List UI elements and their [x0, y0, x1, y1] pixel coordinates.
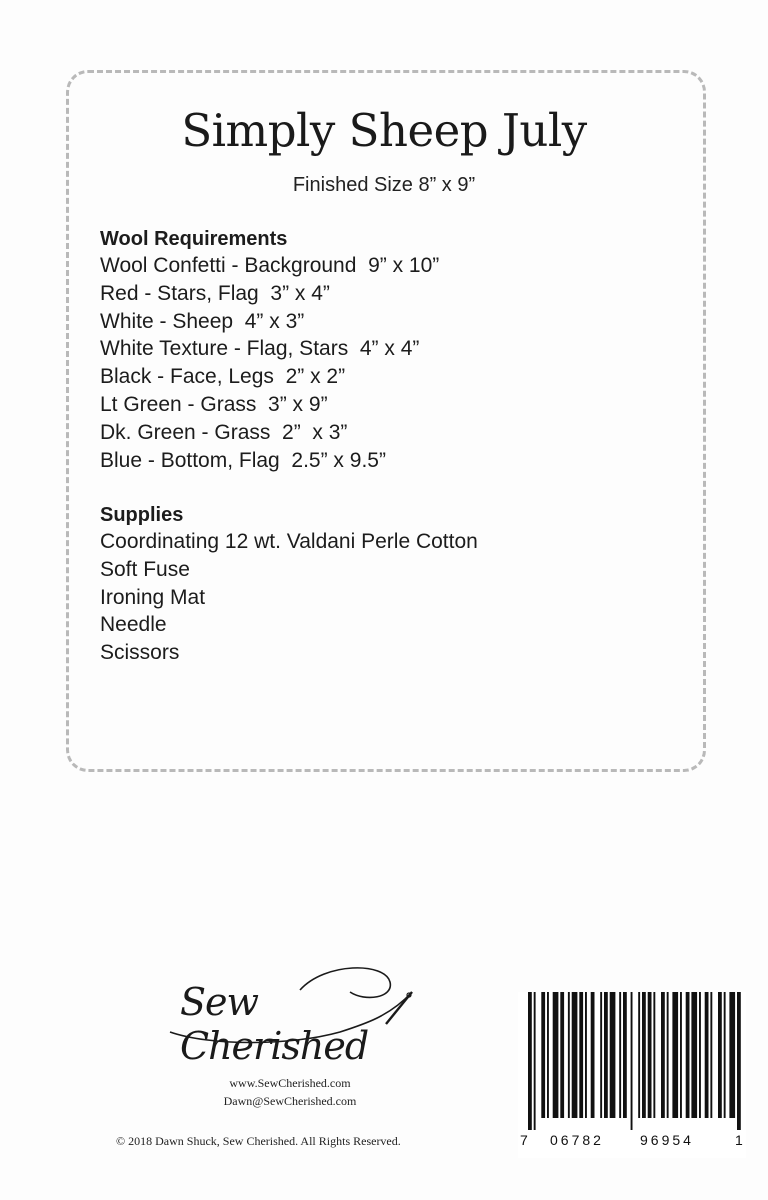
page-title: Simply Sheep July: [181, 104, 587, 157]
barcode-bars: [518, 992, 746, 1130]
barcode-bar: [579, 992, 583, 1118]
barcode-digit-last: 1: [735, 1132, 743, 1148]
barcode-bar: [699, 992, 701, 1118]
barcode-bar: [705, 992, 709, 1118]
wool-item: Lt Green - Grass 3” x 9”: [100, 392, 328, 416]
wool-list: [100, 252, 439, 474]
barcode-bar: [718, 992, 722, 1118]
barcode-group-right: 96954: [640, 1132, 694, 1148]
supplies-heading: Supplies: [100, 504, 184, 526]
supply-item: Soft Fuse: [100, 557, 190, 581]
website-text: www.SewCherished.com: [229, 1076, 351, 1090]
barcode-bar: [710, 992, 712, 1118]
barcode-bar: [686, 992, 690, 1118]
barcode-bar: [631, 992, 633, 1130]
wool-item: Black - Face, Legs 2” x 2”: [100, 365, 346, 389]
wool-item: Dk. Green - Grass 2” x 3”: [100, 420, 348, 444]
barcode-group-left: 06782: [550, 1132, 604, 1148]
supplies-list: [100, 528, 478, 667]
barcode-bar: [638, 992, 640, 1118]
supply-item: Coordinating 12 wt. Valdani Perle Cotton: [100, 530, 478, 553]
barcode-bar: [724, 992, 726, 1118]
email-text: Dawn@SewCherished.com: [223, 1094, 357, 1108]
logo-text: Sew Cherished: [180, 980, 369, 1068]
barcode-bar: [661, 992, 665, 1118]
barcode-bar: [591, 992, 595, 1118]
wool-item: White Texture - Flag, Stars 4” x 4”: [100, 337, 420, 361]
finished-size: Finished Size 8” x 9”: [292, 174, 476, 196]
supply-item: Scissors: [100, 641, 180, 665]
barcode-bar: [541, 992, 545, 1118]
barcode-bar: [568, 992, 570, 1118]
barcode-bar: [600, 992, 602, 1118]
wool-requirements-section: [100, 226, 439, 474]
barcode-bar: [653, 992, 655, 1118]
wool-item: White - Sheep 4” x 3”: [100, 309, 305, 333]
barcode-bar: [737, 992, 741, 1130]
supplies-section: [100, 502, 478, 667]
wool-item: Wool Confetti - Background 9” x 10”: [100, 254, 440, 277]
barcode-bar: [648, 992, 652, 1118]
barcode-bar: [553, 992, 559, 1118]
barcode-digit-first: 7: [520, 1132, 528, 1148]
barcode-bar: [729, 992, 735, 1118]
barcode-bar: [680, 992, 682, 1118]
barcode-bar: [619, 992, 621, 1118]
wool-item: Red - Stars, Flag 3” x 4”: [100, 281, 330, 305]
barcode-bar: [623, 992, 627, 1118]
wool-heading: Wool Requirements: [100, 228, 288, 250]
barcode-bar: [528, 992, 532, 1130]
barcode-bar: [642, 992, 646, 1118]
barcode-bar: [560, 992, 564, 1118]
supply-item: Needle: [100, 613, 167, 637]
wool-item: Blue - Bottom, Flag 2.5” x 9.5”: [100, 448, 386, 472]
barcode-bar: [604, 992, 608, 1118]
barcode-bar: [547, 992, 549, 1118]
copyright-text: © 2018 Dawn Shuck, Sew Cherished. All Rights Reserved.: [116, 1134, 401, 1148]
barcode-bar: [610, 992, 616, 1118]
barcode-bar: [672, 992, 678, 1118]
sew-cherished-logo: [150, 962, 430, 1068]
barcode-bar: [572, 992, 578, 1118]
barcode-bar: [534, 992, 536, 1130]
barcode-bar: [667, 992, 669, 1118]
barcode-bar: [585, 992, 587, 1118]
supply-item: Ironing Mat: [100, 585, 206, 609]
barcode-bar: [691, 992, 697, 1118]
